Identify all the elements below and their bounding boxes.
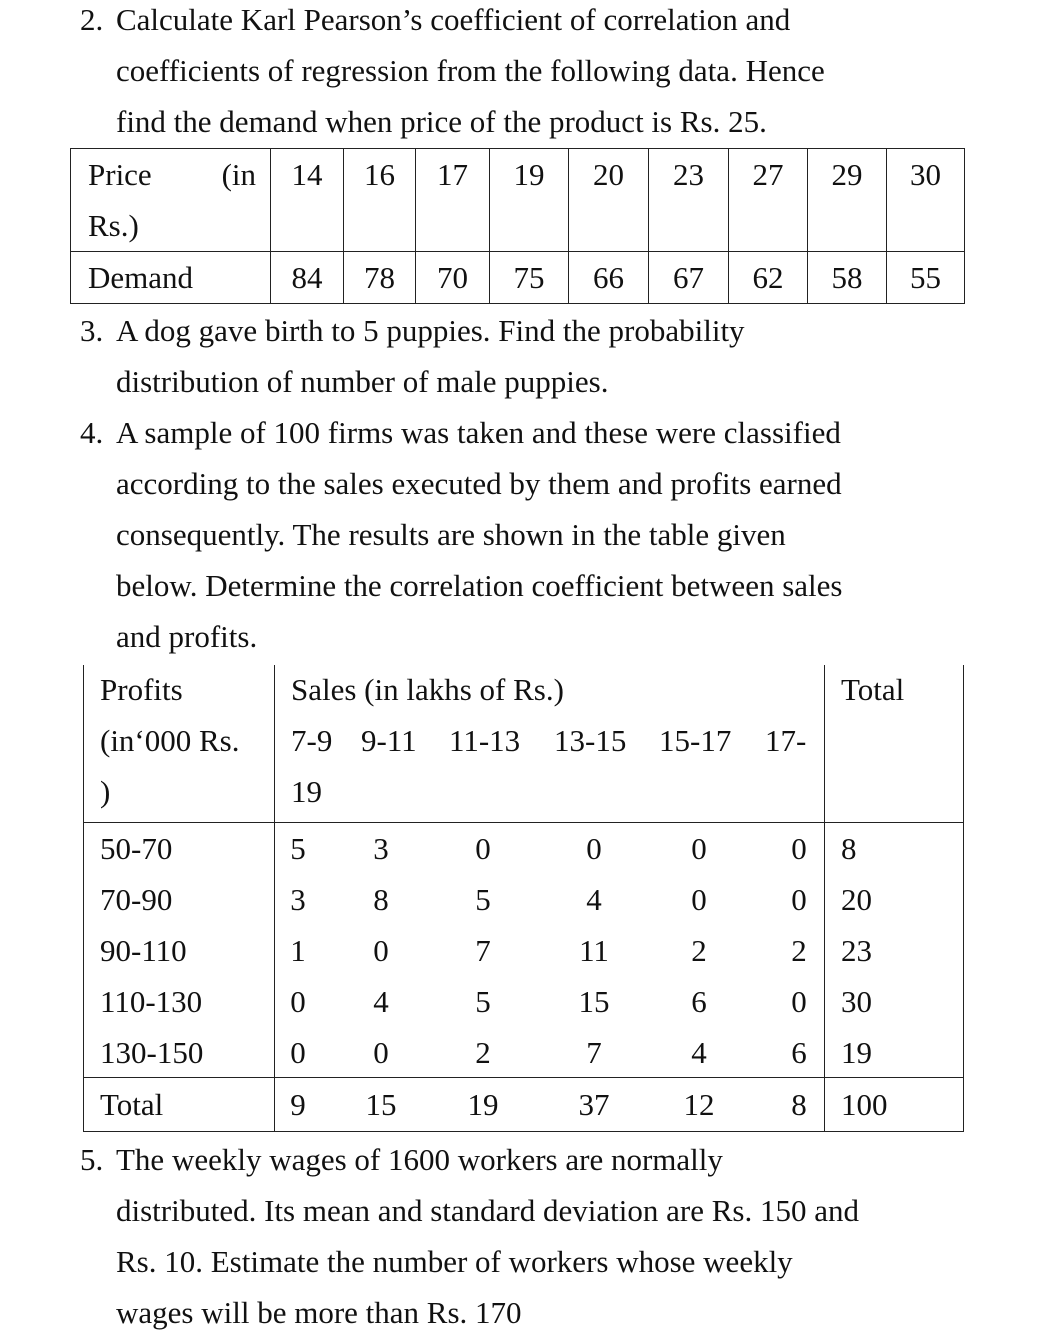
question-text-line: A dog gave birth to 5 puppies. Find the probability <box>116 313 745 348</box>
question-number: 3. <box>80 313 104 348</box>
row-total-cell: 8 <box>841 831 857 866</box>
column-total-cell: 12 <box>683 1087 715 1122</box>
price-unit-label: (in <box>221 157 256 192</box>
sales-class: 11-13 <box>449 723 521 758</box>
frequency-cell: 6 <box>791 1035 807 1070</box>
table-border <box>963 665 964 1132</box>
price-cell: 17 <box>416 149 490 252</box>
profit-class-label: 130-150 <box>100 1035 204 1070</box>
frequency-cell: 0 <box>691 882 707 917</box>
demand-cell: 62 <box>729 252 808 304</box>
question-number: 2. <box>80 2 104 37</box>
profits-label: Profits <box>100 672 183 707</box>
frequency-cell: 8 <box>373 882 389 917</box>
column-total-cell: 15 <box>365 1087 397 1122</box>
sales-class: 9-11 <box>361 723 417 758</box>
question-number: 4. <box>80 415 104 450</box>
price-demand-table <box>70 148 965 304</box>
total-column-label: Total <box>841 672 905 707</box>
price-cell: 19 <box>490 149 569 252</box>
question-2 <box>80 0 980 147</box>
question-text-line: find the demand when price of the product is Rs. 25. <box>116 104 767 139</box>
demand-row <box>71 252 965 304</box>
frequency-cell: 2 <box>475 1035 491 1070</box>
table-border <box>83 1077 964 1078</box>
question-5 <box>80 1134 980 1338</box>
total-row-label: Total <box>100 1087 164 1122</box>
demand-cell: 66 <box>569 252 649 304</box>
frequency-cell: 7 <box>475 933 491 968</box>
table-border <box>824 665 825 1132</box>
profit-class-label: 50-70 <box>100 831 173 866</box>
frequency-cell: 0 <box>373 933 389 968</box>
question-text-line: wages will be more than Rs. 170 <box>116 1295 522 1330</box>
question-text-line: and profits. <box>116 619 258 654</box>
table-border <box>83 665 84 1132</box>
sales-label: Sales (in lakhs of Rs.) <box>291 672 564 707</box>
price-cell: 16 <box>344 149 416 252</box>
frequency-cell: 7 <box>586 1035 602 1070</box>
grand-total-cell: 100 <box>841 1087 888 1122</box>
frequency-cell: 5 <box>475 984 491 1019</box>
frequency-cell: 1 <box>290 933 306 968</box>
demand-cell: 78 <box>344 252 416 304</box>
frequency-cell: 0 <box>586 831 602 866</box>
demand-cell: 70 <box>416 252 490 304</box>
sales-class: 15-17 <box>659 723 732 758</box>
profits-unit-label-cont: ) <box>100 774 111 809</box>
question-text-line: consequently. The results are shown in the table given <box>116 517 786 552</box>
question-text-line: Rs. 10. Estimate the number of workers whose weekly <box>116 1244 793 1279</box>
frequency-cell: 6 <box>691 984 707 1019</box>
sales-profits-table <box>83 665 964 1132</box>
frequency-cell: 4 <box>691 1035 707 1070</box>
frequency-cell: 0 <box>373 1035 389 1070</box>
profit-class-label: 70-90 <box>100 882 173 917</box>
question-3 <box>80 305 980 407</box>
frequency-cell: 15 <box>578 984 610 1019</box>
frequency-cell: 4 <box>373 984 389 1019</box>
demand-cell: 75 <box>490 252 569 304</box>
question-number: 5. <box>80 1142 104 1177</box>
frequency-cell: 2 <box>791 933 807 968</box>
sales-class-cont: 19 <box>291 774 322 809</box>
frequency-cell: 0 <box>290 984 306 1019</box>
frequency-cell: 0 <box>791 831 807 866</box>
demand-cell: 55 <box>887 252 965 304</box>
demand-cell: 58 <box>808 252 887 304</box>
price-label-cell <box>71 149 271 252</box>
frequency-cell: 0 <box>290 1035 306 1070</box>
sales-class: 17- <box>765 723 807 758</box>
frequency-cell: 0 <box>791 984 807 1019</box>
profits-unit-label: (in‘000 Rs. <box>100 723 240 758</box>
row-total-cell: 23 <box>841 933 872 968</box>
question-text-line: A sample of 100 firms was taken and these were classified <box>116 415 841 450</box>
frequency-cell: 5 <box>290 831 306 866</box>
question-text-line: distribution of number of male puppies. <box>116 364 609 399</box>
demand-label: Demand <box>71 252 271 304</box>
table-border <box>83 1131 964 1132</box>
demand-cell: 67 <box>649 252 729 304</box>
question-4 <box>80 407 980 662</box>
frequency-cell: 0 <box>475 831 491 866</box>
question-text-line: below. Determine the correlation coefficient between sales <box>116 568 843 603</box>
sales-class: 7-9 <box>291 723 333 758</box>
question-text-line: according to the sales executed by them and profits earned <box>116 466 842 501</box>
table-border <box>274 665 275 1132</box>
frequency-cell: 5 <box>475 882 491 917</box>
column-total-cell: 19 <box>467 1087 499 1122</box>
frequency-cell: 3 <box>290 882 306 917</box>
price-cell: 30 <box>887 149 965 252</box>
profit-class-label: 110-130 <box>100 984 203 1019</box>
price-cell: 29 <box>808 149 887 252</box>
frequency-cell: 4 <box>586 882 602 917</box>
row-total-cell: 20 <box>841 882 872 917</box>
frequency-cell: 0 <box>791 882 807 917</box>
frequency-cell: 0 <box>691 831 707 866</box>
table-border <box>83 822 964 823</box>
price-cell: 20 <box>569 149 649 252</box>
column-total-cell: 8 <box>791 1087 807 1122</box>
frequency-cell: 11 <box>579 933 609 968</box>
frequency-cell: 2 <box>691 933 707 968</box>
row-total-cell: 30 <box>841 984 872 1019</box>
frequency-cell: 3 <box>373 831 389 866</box>
question-text-line: coefficients of regression from the following data. Hence <box>116 53 825 88</box>
profit-class-label: 90-110 <box>100 933 187 968</box>
question-text-line: distributed. Its mean and standard deviation are Rs. 150 and <box>116 1193 859 1228</box>
column-total-cell: 37 <box>578 1087 610 1122</box>
question-text-line: Calculate Karl Pearson’s coefficient of correlation and <box>116 2 791 37</box>
price-row <box>71 149 965 252</box>
sales-class: 13-15 <box>554 723 627 758</box>
row-total-cell: 19 <box>841 1035 872 1070</box>
column-total-cell: 9 <box>290 1087 306 1122</box>
price-cell: 14 <box>271 149 344 252</box>
price-unit-label-cont: Rs.) <box>88 208 139 243</box>
question-text-line: The weekly wages of 1600 workers are normally <box>116 1142 723 1177</box>
price-label: Price <box>88 157 152 192</box>
price-cell: 23 <box>649 149 729 252</box>
price-cell: 27 <box>729 149 808 252</box>
demand-cell: 84 <box>271 252 344 304</box>
